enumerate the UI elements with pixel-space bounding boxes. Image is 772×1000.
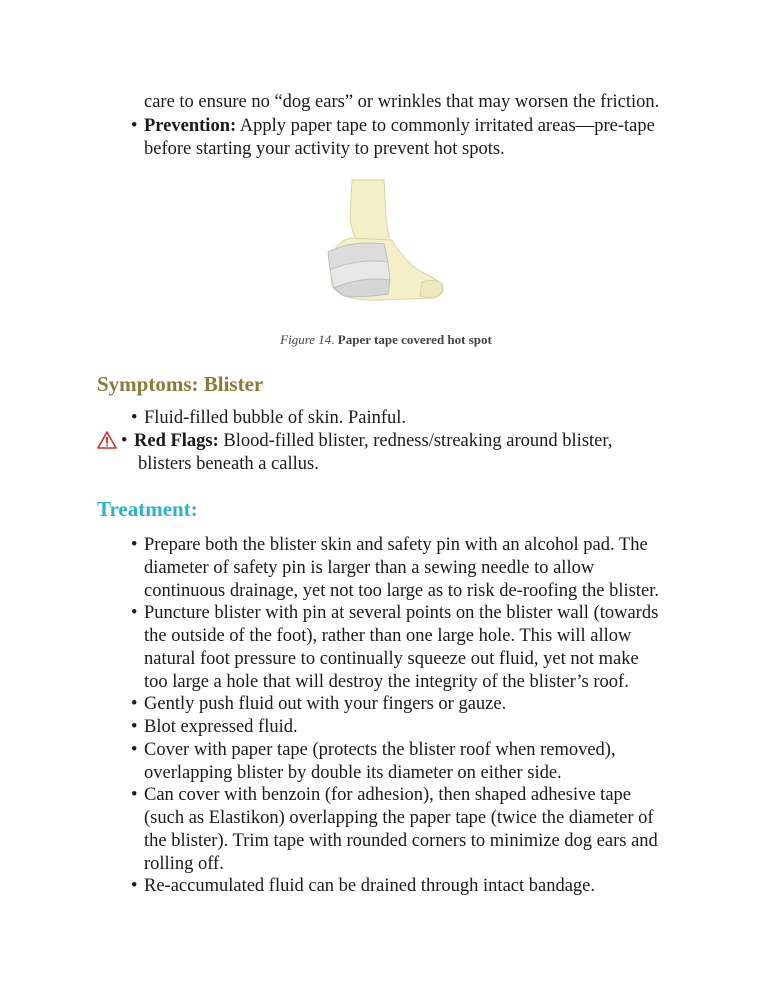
treatment-item-line: Gently push fluid out with your fingers or gauze. <box>144 694 507 714</box>
treatment-item-line: overlapping blister by double its diameter on either side. <box>144 763 562 783</box>
treatment-item-line: too large a hole that will destroy the integrity of the blister’s roof. <box>144 672 629 692</box>
treatment-item-line: the outside of the foot), rather than one large hole. This will allow <box>144 626 632 646</box>
figure-title: Paper tape covered hot spot <box>337 332 492 347</box>
redflag-line-2: blisters beneath a callus. <box>138 454 319 474</box>
treatment-item-line: natural foot pressure to continually squeeze out fluid, yet not make <box>144 649 639 669</box>
bullet-icon: • <box>131 876 138 896</box>
symptoms-heading: Symptoms: Blister <box>97 372 264 396</box>
redflag-line <box>134 430 612 453</box>
redflag-label: Red Flags: <box>134 431 219 451</box>
treatment-item-line: Puncture blister with pin at several points on the blister wall (towards <box>144 603 659 623</box>
symptom-item: Fluid-filled bubble of skin. Painful. <box>144 408 407 428</box>
treatment-item-line: Cover with paper tape (protects the blister roof when removed), <box>144 740 616 760</box>
bullet-icon: • <box>131 717 138 737</box>
figure-label: Figure 14 <box>280 332 332 347</box>
treatment-heading: Treatment: <box>97 497 198 521</box>
prevention-label: Prevention: <box>144 116 237 136</box>
treatment-item-line: Re-accumulated fluid can be drained through intact bandage. <box>144 876 596 896</box>
treatment-item-line: rolling off. <box>144 854 224 874</box>
foot-figure-image <box>322 178 450 304</box>
treatment-item-line: the blister). Trim tape with rounded corners to minimize dog ears and <box>144 831 658 851</box>
figure-sep: . <box>331 332 338 347</box>
treatment-item-line: continuous drainage, yet not too large as to risk de-roofing the blister. <box>144 581 659 601</box>
treatment-item-line: Prepare both the blister skin and safety pin with an alcohol pad. The <box>144 535 648 555</box>
treatment-item-line: diameter of safety pin is larger than a sewing needle to allow <box>144 558 595 578</box>
bullet-icon: • <box>131 694 138 714</box>
bullet-icon: • <box>131 785 138 805</box>
prevention-text: Apply paper tape to commonly irritated areas—pre-tape <box>236 116 655 136</box>
bullet-icon: • <box>121 431 128 451</box>
prevention-line <box>144 115 655 138</box>
warning-triangle-icon <box>97 431 117 449</box>
bullet-icon: • <box>131 116 138 136</box>
bullet-icon: • <box>131 740 138 760</box>
bullet-icon: • <box>131 535 138 555</box>
bullet-icon: • <box>131 408 138 428</box>
bullet-icon: • <box>131 603 138 623</box>
intro-line: care to ensure no “dog ears” or wrinkles that may worsen the friction. <box>144 92 660 112</box>
treatment-item-line: Can cover with benzoin (for adhesion), then shaped adhesive tape <box>144 785 631 805</box>
prevention-line-2: before starting your activity to prevent hot spots. <box>144 139 505 159</box>
treatment-item-line: (such as Elastikon) overlapping the paper tape (twice the diameter of <box>144 808 654 828</box>
figure-caption <box>0 331 772 349</box>
treatment-item-line: Blot expressed fluid. <box>144 717 298 737</box>
redflag-text: Blood-filled blister, redness/streaking around blister, <box>218 431 613 451</box>
